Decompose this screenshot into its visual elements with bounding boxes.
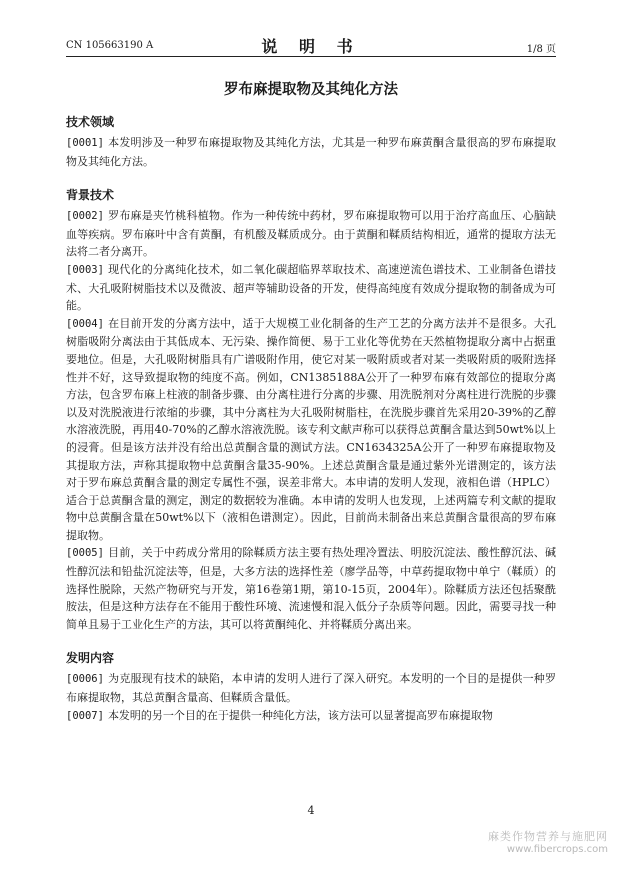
patent-number: CN 105663190 A — [66, 40, 154, 51]
paragraph-0005 — [66, 544, 556, 633]
section-heading-technical-field: 技术领域 — [66, 115, 115, 129]
paragraph-text: 本发明的另一个目的在于提供一种纯化方法，该方法可以显著提高罗布麻提取物 — [107, 708, 493, 722]
paragraph-text: 在目前开发的分离方法中，适于大规模工业化制备的生产工艺的分离方法并不是很多。大孔树脂吸附分离法由于其低成本、无污染、操作简便、易于工业化等优势在天然植物提取分离中占据重要地位。但是，大孔吸附树脂具有广谱吸附作用，使它对某一吸附质或者对某一类吸附质的吸附选择性并不好，这导致提取物的纯度不高。例如，CN1385188A公开了一种罗布麻有效部位的提取分离方法，包含罗布麻上柱液的制备步骤、由分离柱进行分离的步骤、用洗脱剂对分离柱进行洗脱的步骤以及对洗脱液进行浓缩的步骤，其中分离柱为大孔吸附树脂柱，在洗脱步骤首先采用20-39%的乙醇水溶液洗脱，再用40-70%的乙醇水溶液洗脱。该专利文献声称可以获得总黄酮含量达到50wt%以上的浸膏。但是该方法并没有给出总黄酮含量的测试方法。CN1634325A公开了一种罗布麻提取物及其提取方法，声称其提取物中总黄酮含量35-90%。上述总黄酮含量是通过紫外光谱测定的，该方法对于罗布麻总黄酮含量的测定专属性不强，误差非常大。本申请的发明人发现，液相色谱（HPLC）适合于总黄酮含量的测定，测定的数据较为准确。本申请的发明人也发现，上述两篇专利文献的提取物中总黄酮含量在50wt%以下（液相色谱测定）。因此，目前尚未制备出来总黄酮含量很高的罗布麻提取物。 — [66, 316, 556, 542]
paragraph-0003 — [66, 261, 556, 315]
paragraph-number: [0005] — [66, 547, 104, 560]
document-title: 罗布麻提取物及其纯化方法 — [224, 82, 398, 98]
paragraph-number: [0004] — [66, 317, 104, 330]
paragraph-number: [0001] — [66, 137, 104, 149]
paragraph-text: 为克服现有技术的缺陷，本申请的发明人进行了深入研究。本发明的一个目的是提供一种罗布麻提取物，其总黄酮含量高、但鞣质含量低。 — [66, 672, 556, 705]
paragraph-number: [0003] — [66, 263, 104, 276]
page-indicator: 1/8 页 — [526, 44, 556, 55]
paragraph-0001 — [66, 134, 556, 170]
document-body — [66, 113, 556, 725]
section-heading-summary: 发明内容 — [66, 651, 115, 666]
paragraph-text: 本发明涉及一种罗布麻提取物及其纯化方法，尤其是一种罗布麻黄酮含量很高的罗布麻提取物及其纯化方法。 — [66, 136, 556, 168]
paragraph-text: 罗布麻是夹竹桃科植物。作为一种传统中药材，罗布麻提取物可以用于治疗高血压、心脑缺血等疾病。罗布麻叶中含有黄酮，有机酸及鞣质成分。由于黄酮和鞣质结构相近，通常的提取方法无法将二者分离开。 — [66, 209, 556, 259]
paragraph-0002 — [66, 207, 556, 261]
paragraph-text: 现代化的分离纯化技术，如二氧化碳超临界萃取技术、高速逆流色谱技术、工业制备色谱技术、大孔吸附树脂技术以及微波、超声等辅助设备的开发，使得高纯度有效成分提取物的制备成为可能。 — [66, 262, 556, 313]
watermark-site-name: 麻类作物营养与施肥网 — [488, 830, 608, 843]
paragraph-0006 — [66, 670, 556, 706]
paragraph-text: 目前，关于中药成分常用的除鞣质方法主要有热处理冷置法、明胶沉淀法、酸性醇沉法、碱性醇沉法和铅盐沉淀法等，但是，大多方法的选择性差（廖学品等，中草药提取物中单宁（鞣质）的选择性脱除，天然产物研究与开发，第16卷第1期，第10-15页，2004年）。除鞣质方法还包括聚酰胺法，但是这种方法存在不能用于酸性环境、流速慢和混入低分子杂质等问题。因此，需要寻找一种简单且易于工业化生产的方法，其可以将黄酮纯化、并将鞣质分离出来。 — [66, 546, 556, 631]
paragraph-number: [0002] — [66, 210, 104, 223]
document-type-title: 说 明 书 — [261, 37, 361, 56]
site-watermark — [488, 828, 608, 855]
paragraph-0004 — [66, 315, 556, 545]
page-header — [66, 32, 556, 57]
paragraph-number: [0007] — [66, 709, 104, 722]
paragraph-0007 — [66, 707, 556, 726]
paragraph-number: [0006] — [66, 673, 104, 686]
watermark-url: www.fibercrops.com — [506, 844, 608, 855]
page-number: 4 — [307, 804, 315, 817]
section-heading-background: 背景技术 — [66, 188, 115, 203]
